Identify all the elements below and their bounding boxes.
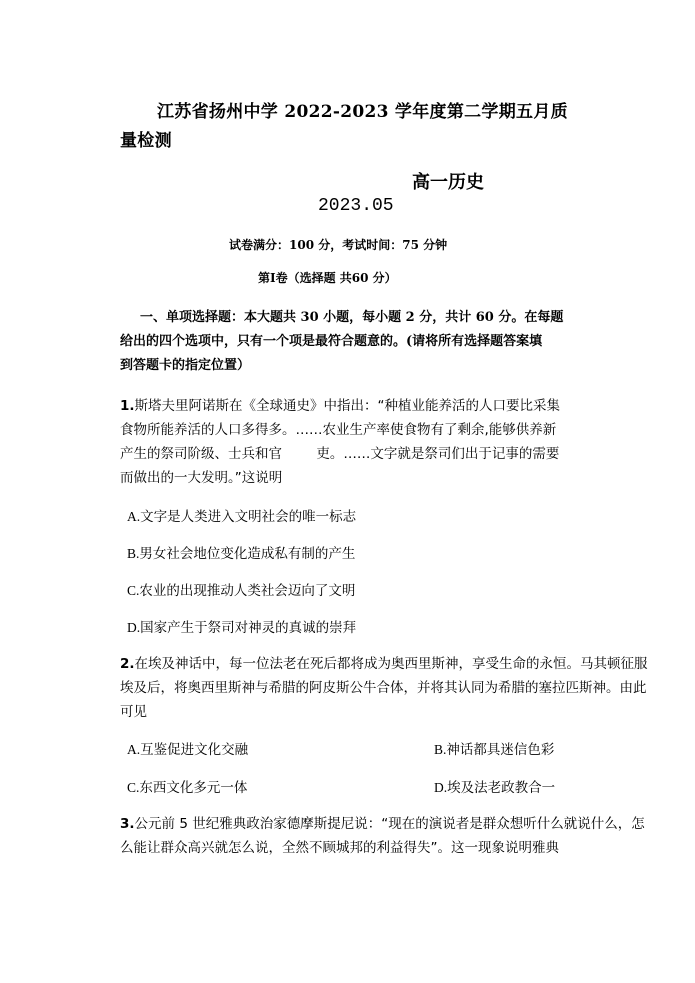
question-1-option-d: D.国家产生于祭司对神灵的真诚的崇拜: [127, 620, 357, 636]
question-number: 2.: [120, 656, 135, 672]
question-line: 3.公元前 5 世纪雅典政治家德摩斯提尼说：“现在的演说者是群众想听什么就说什么，怎: [120, 816, 645, 832]
question-1-option-a: A.文字是人类进入文明社会的唯一标志: [127, 509, 357, 525]
question-2-option-a: A.互鉴促进文化交融: [127, 742, 249, 758]
question-1-option-b: B.男女社会地位变化造成私有制的产生: [127, 546, 356, 562]
question-2-option-c: C.东西文化多元一体: [127, 780, 248, 796]
question-2-option-d: D.埃及法老政教合一: [434, 780, 556, 796]
question-line: 食物所能养活的人口多得多。……农业生产率使食物有了剩余,能够供养新: [120, 422, 557, 438]
exam-title-line1: 江苏省扬州中学 2022-2023 学年度第二学期五月质: [157, 102, 568, 122]
question-line: 么能让群众高兴就怎么说，全然不顾城邦的利益得失”。这一现象说明雅典: [120, 840, 559, 856]
question-number: 1.: [120, 398, 135, 414]
exam-date: 2023.05: [318, 196, 394, 216]
question-2-stem: [120, 652, 648, 724]
part-title: 第Ⅰ卷（选择题 共60 分）: [258, 271, 397, 285]
question-number: 3.: [120, 816, 135, 832]
subject-title: 高一历史: [412, 172, 484, 193]
question-3-stem: [120, 812, 645, 860]
question-line: 1.斯塔夫里阿诺斯在《全球通史》中指出：“种植业能养活的人口要比采集: [120, 398, 561, 414]
question-line: 可见: [120, 704, 147, 720]
exam-info: 试卷满分：100 分，考试时间：75 分钟: [229, 238, 448, 252]
question-line: 产生的祭司阶级、士兵和官 吏。……文字就是祭司们出于记事的需要: [120, 446, 560, 462]
question-line: 2.在埃及神话中，每一位法老在死后都将成为奥西里斯神，享受生命的永恒。马其顿征服: [120, 656, 648, 672]
section-instructions: [120, 306, 563, 378]
question-1-stem: [120, 394, 560, 490]
question-1-option-c: C.农业的出现推动人类社会迈向了文明: [127, 583, 356, 599]
question-line: 而做出的一大发明。”这说明: [120, 470, 283, 486]
question-line: 埃及后，将奥西里斯神与希腊的阿皮斯公牛合体，并将其认同为希腊的塞拉匹斯神。由此: [120, 680, 647, 696]
exam-title-line2: 量检测: [120, 131, 172, 151]
section-line: 到答题卡的指定位置）: [120, 358, 251, 373]
section-line: 给出的四个选项中，只有一个项是最符合题意的。(请将所有选择题答案填: [120, 334, 543, 349]
section-line: 一、单项选择题：本大题共 30 小题，每小题 2 分，共计 60 分。在每题: [140, 310, 564, 325]
question-2-option-b: B.神话都具迷信色彩: [434, 742, 555, 758]
